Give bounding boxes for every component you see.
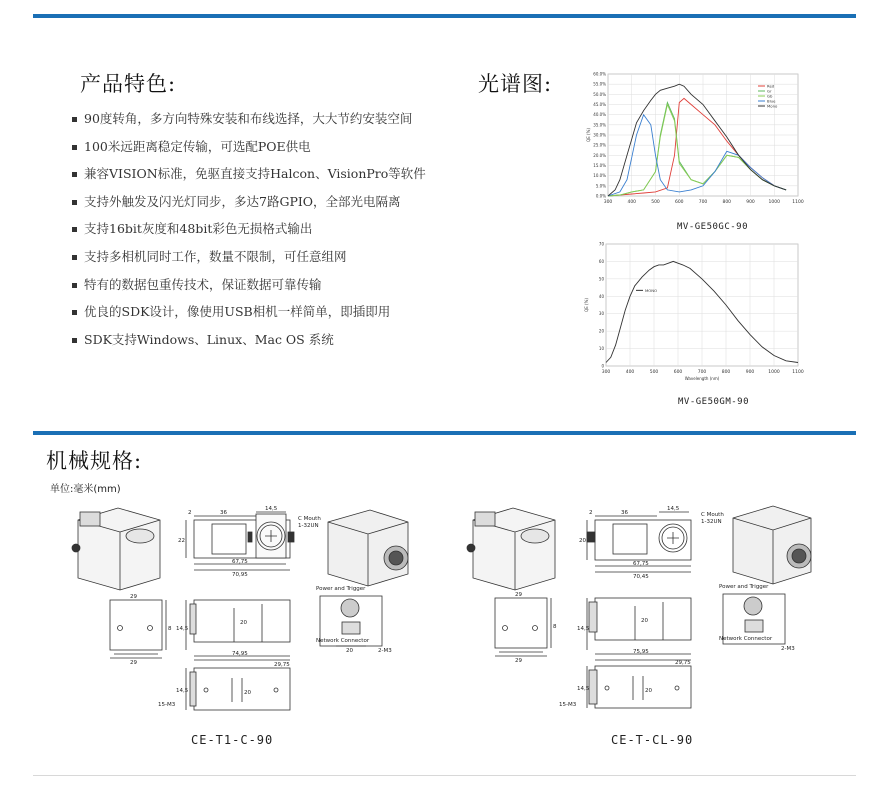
bullet-icon — [72, 145, 77, 150]
x-tick-label: 600 — [673, 370, 683, 375]
drawing-caption-1: CE-T1-C-90 — [191, 733, 274, 747]
feature-item — [72, 219, 426, 247]
bullet-icon — [72, 117, 77, 122]
dim-67-75: 67,75 — [633, 561, 649, 567]
feature-item — [72, 330, 426, 358]
x-tick-label: 400 — [627, 200, 637, 205]
dim-2: 2 — [188, 510, 192, 516]
network-label: Network Connector — [316, 638, 370, 644]
feature-text: 特有的数据包重传技术，保证数据可靠传输 — [84, 276, 322, 292]
y-tick-label: 35.0% — [593, 122, 606, 128]
y-tick-label: 20 — [598, 328, 604, 334]
dim-8: 8 — [553, 624, 557, 630]
dim-29-top: 29 — [130, 594, 137, 600]
bullet-icon — [72, 227, 77, 232]
units-label: 单位:毫米(mm) — [50, 484, 121, 495]
feature-item — [72, 164, 426, 192]
x-tick-label: 1100 — [792, 200, 804, 205]
legend-label: Red — [767, 83, 775, 89]
spectrum-chart-color — [578, 66, 808, 216]
x-tick-label: 500 — [649, 370, 659, 375]
screw-label: 15-M3 — [559, 702, 577, 708]
feature-item — [72, 302, 426, 330]
features-title: 产品特色: — [80, 72, 177, 96]
drawing-caption-2: CE-T-CL-90 — [611, 733, 694, 747]
x-tick-label: 600 — [674, 200, 684, 205]
dim-14-5-side: 14,5 — [176, 626, 189, 632]
network-label: Network Connector — [719, 636, 773, 642]
y-tick-label: 45.0% — [593, 102, 606, 107]
legend-label: Gr — [767, 88, 772, 94]
dim-29-top: 29 — [515, 592, 522, 598]
dim-29-bottom: 29 — [130, 660, 137, 666]
dim-67-75: 67,75 — [232, 559, 248, 565]
bullet-icon — [72, 200, 77, 205]
y-tick-label: 5.0% — [595, 183, 606, 189]
spectrum-chart-mono — [578, 238, 808, 386]
feature-item — [72, 192, 426, 220]
y-tick-label: 60.0% — [593, 71, 606, 77]
feature-item — [72, 137, 426, 165]
y-tick-label: 50.0% — [593, 91, 606, 97]
dim-36: 36 — [621, 510, 628, 516]
dim-70-45: 70,45 — [633, 574, 649, 580]
dim-22: 22 — [178, 538, 185, 544]
m3-label: 2-M3 — [378, 648, 392, 654]
chart-caption-mono: MV-GE50GM-90 — [678, 397, 750, 407]
x-tick-label: 300 — [603, 200, 613, 205]
y-tick-label: 0.0% — [595, 193, 606, 199]
x-tick-label: 700 — [698, 200, 708, 205]
spectrum-title: 光谱图: — [478, 72, 553, 96]
legend-label: Mono — [767, 103, 778, 109]
y-tick-label: 55.0% — [593, 81, 606, 87]
feature-text: 支持16bit灰度和48bit彩色无损格式输出 — [84, 221, 313, 237]
feature-item — [72, 247, 426, 275]
x-tick-label: 1000 — [768, 370, 780, 375]
bullet-icon — [72, 255, 77, 260]
power-label: Power and Trigger — [316, 586, 366, 592]
x-tick-label: 900 — [746, 200, 755, 205]
dim-14-5-bottom: 14,5 — [176, 688, 189, 694]
feature-item — [72, 109, 426, 137]
y-tick-label: 40.0% — [593, 112, 606, 118]
dim-36: 36 — [220, 510, 227, 516]
drawing-ce-t-cl-90 — [455, 500, 835, 725]
dim-2: 2 — [589, 510, 593, 516]
chart-caption-color: MV-GE50GC-90 — [677, 222, 749, 232]
drawing-ce-t1-c-90 — [60, 500, 440, 725]
mechanical-title: 机械规格: — [46, 449, 143, 473]
y-tick-label: 30.0% — [593, 132, 606, 138]
power-label: Power and Trigger — [719, 584, 769, 590]
bullet-icon — [72, 172, 77, 177]
bullet-icon — [72, 310, 77, 315]
y-tick-label: 40 — [598, 293, 604, 299]
x-tick-label: 800 — [721, 370, 731, 375]
dim-20-side: 20 — [641, 618, 648, 624]
screw-label: 15-M3 — [158, 702, 176, 708]
dim-75-95: 75,95 — [633, 649, 649, 655]
dim-8: 8 — [168, 626, 172, 632]
dim-14-5: 14,5 — [667, 506, 680, 512]
y-tick-label: 50 — [598, 276, 604, 282]
dim-74-95: 74,95 — [232, 651, 248, 657]
x-tick-label: 1000 — [768, 200, 780, 205]
y-axis-label: QE (%) — [586, 128, 591, 142]
y-tick-label: 10 — [598, 346, 604, 352]
x-tick-label: 500 — [651, 200, 660, 205]
dim-14-5-bottom: 14,5 — [577, 686, 590, 692]
x-axis-label: Wavelength (nm) — [684, 376, 720, 381]
dim-20-bottom: 20 — [645, 688, 652, 694]
c-thread-label: 1-32UN — [298, 523, 319, 529]
features-list — [72, 109, 426, 357]
c-mount-label: C Mouth — [298, 516, 321, 522]
y-tick-label: 70 — [598, 241, 604, 247]
legend-label: MONO — [645, 287, 658, 293]
y-axis-label: QE (%) — [584, 298, 589, 312]
feature-text: 优良的SDK设计，像使用USB相机一样简单，即插即用 — [84, 304, 391, 320]
dim-29-75: 29,75 — [675, 660, 691, 666]
bottom-divider — [33, 775, 856, 776]
legend-label: Blue — [767, 98, 776, 104]
dim-20: 20 — [579, 538, 586, 544]
bullet-icon — [72, 338, 77, 343]
dim-20-conn: 20 — [346, 648, 353, 654]
dim-29-75: 29,75 — [274, 662, 290, 668]
y-tick-label: 25.0% — [593, 142, 606, 148]
dim-14-5: 14,5 — [265, 506, 278, 512]
y-tick-label: 15.0% — [593, 163, 606, 168]
y-tick-label: 60 — [598, 258, 604, 264]
feature-text: 100米远距离稳定传输，可选配POE供电 — [84, 138, 311, 154]
m3-label: 2-M3 — [781, 646, 795, 652]
feature-text: 90度转角，多方向特殊安装和布线选择，大大节约安装空间 — [84, 111, 413, 126]
dim-70-95: 70,95 — [232, 572, 248, 578]
y-tick-label: 0 — [601, 363, 604, 369]
dim-20-side: 20 — [240, 620, 247, 626]
dim-20-bottom: 20 — [244, 690, 251, 696]
feature-text: 支持多相机同时工作，数量不限制，可任意组网 — [84, 248, 347, 264]
feature-text: SDK支持Windows、Linux、Mac OS 系统 — [84, 331, 334, 347]
dim-29-bottom: 29 — [515, 658, 522, 664]
c-mount-label: C Mouth — [701, 512, 724, 518]
x-tick-label: 700 — [697, 370, 707, 375]
dim-14-5-side: 14,5 — [577, 626, 590, 632]
mechanical-divider — [33, 431, 856, 435]
feature-item — [72, 275, 426, 303]
feature-text: 兼容VISION标准，免驱直接支持Halcon、VisionPro等软件 — [84, 166, 426, 182]
legend-label: Gb — [767, 93, 773, 99]
x-tick-label: 900 — [745, 370, 755, 375]
x-tick-label: 300 — [601, 370, 611, 375]
y-tick-label: 10.0% — [593, 173, 606, 179]
x-tick-label: 800 — [722, 200, 732, 205]
y-tick-label: 30 — [598, 311, 604, 317]
feature-text: 支持外触发及闪光灯同步，多达7路GPIO，全部光电隔离 — [84, 193, 401, 209]
top-divider — [33, 14, 856, 18]
x-tick-label: 400 — [625, 370, 635, 375]
y-tick-label: 20.0% — [593, 152, 606, 158]
c-thread-label: 1-32UN — [701, 519, 722, 525]
x-tick-label: 1100 — [792, 370, 804, 375]
bullet-icon — [72, 283, 77, 288]
